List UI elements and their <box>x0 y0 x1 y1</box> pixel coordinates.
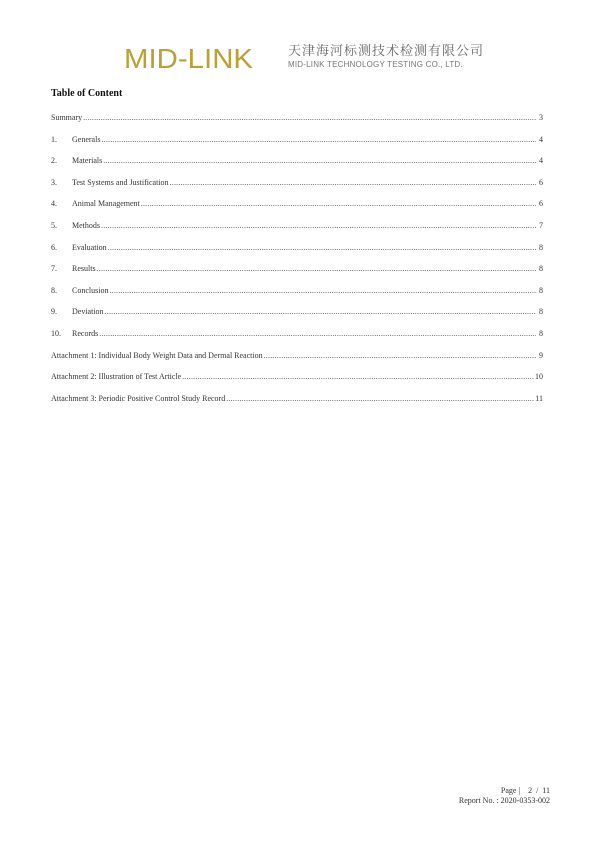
toc-entry-number: 6. <box>51 242 57 252</box>
toc-entry-title: Deviation <box>72 307 104 317</box>
toc-entry[interactable] <box>51 178 543 200</box>
company-header <box>124 43 485 74</box>
toc-entry-title: Animal Management <box>72 199 140 209</box>
toc-entry-number: 10. <box>51 328 61 338</box>
toc-dot-leader <box>101 135 536 145</box>
page-footer <box>459 786 550 806</box>
toc-dot-leader <box>101 221 536 231</box>
page-label: Page | <box>500 786 521 795</box>
toc-entry[interactable] <box>51 113 543 135</box>
toc-entry-title: Evaluation <box>72 242 107 252</box>
toc-entry[interactable] <box>51 394 543 416</box>
toc-entry-title: Summary <box>51 113 83 122</box>
toc-dot-leader <box>109 286 536 296</box>
toc-entry[interactable] <box>51 135 543 157</box>
report-number: 2020-0353-002 <box>500 796 550 805</box>
company-name-cn: 天津海河标测技术检测有限公司 <box>288 44 485 59</box>
toc-dot-leader <box>105 307 536 317</box>
toc-entry-title: Results <box>72 264 96 274</box>
toc-entry-title: Attachment 2: Illustration of Test Article <box>51 372 182 382</box>
toc-entry-page: 6 <box>539 199 543 209</box>
toc-entry-title: Generals <box>72 134 101 144</box>
toc-dot-leader <box>264 351 536 361</box>
report-number-line <box>459 796 550 806</box>
toc-dot-leader <box>103 156 536 166</box>
toc-dot-leader <box>108 243 536 253</box>
toc-entry-page: 3 <box>539 113 543 122</box>
toc-entry[interactable] <box>51 351 543 373</box>
page-total: 11 <box>542 786 550 795</box>
page-separator: / <box>536 786 539 795</box>
toc-entry-number: 3. <box>51 177 57 187</box>
toc-entry-title: Attachment 1: Individual Body Weight Data and Dermal Reaction <box>51 350 263 360</box>
toc-entry-number: 2. <box>51 156 57 166</box>
toc-entry[interactable] <box>51 372 543 394</box>
toc-entry-page: 4 <box>539 134 543 144</box>
toc-entry[interactable] <box>51 286 543 308</box>
toc-dot-leader <box>83 113 536 123</box>
toc-entry-page: 6 <box>539 177 543 187</box>
toc-entry-title: Materials <box>72 156 103 166</box>
toc-title: Table of Content <box>51 88 123 99</box>
toc-entry-title: Conclusion <box>72 285 109 295</box>
toc-entry[interactable] <box>51 307 543 329</box>
toc-dot-leader <box>99 329 536 339</box>
toc-entry-title: Attachment 3: Periodic Positive Control Study Record <box>51 393 226 403</box>
toc-entry[interactable] <box>51 329 543 351</box>
company-logo: MID-LINK <box>124 43 254 74</box>
toc-entry[interactable] <box>51 199 543 221</box>
page-number: 2 <box>528 786 533 795</box>
toc-entry-page: 4 <box>539 156 543 166</box>
toc-entry-number: 9. <box>51 307 57 317</box>
toc-dot-leader <box>170 178 536 188</box>
page-number-line <box>459 786 550 796</box>
toc-entry[interactable] <box>51 264 543 286</box>
toc-entry-page: 8 <box>539 307 543 317</box>
toc-entry-number: 4. <box>51 199 57 209</box>
toc-dot-leader <box>182 372 534 382</box>
toc-entry-title: Records <box>72 328 99 338</box>
company-name-en: MID-LINK TECHNOLOGY TESTING CO., LTD. <box>288 60 463 69</box>
toc-entry-number: 5. <box>51 220 57 230</box>
toc-entry-title: Test Systems and Justification <box>72 177 169 187</box>
toc-entry[interactable] <box>51 243 543 265</box>
toc-entry-page: 10 <box>535 372 543 382</box>
report-label: Report No. : <box>458 796 499 805</box>
table-of-contents <box>51 113 543 415</box>
toc-dot-leader <box>226 394 534 404</box>
toc-entry-page: 11 <box>535 393 543 403</box>
toc-entry-page: 8 <box>539 264 543 274</box>
toc-entry-page: 8 <box>539 328 543 338</box>
toc-entry-page: 8 <box>539 285 543 295</box>
toc-entry-page: 9 <box>539 350 543 360</box>
toc-entry-number: 8. <box>51 285 57 295</box>
toc-entry-page: 7 <box>539 220 543 230</box>
toc-entry-title: Methods <box>72 220 100 230</box>
toc-entry[interactable] <box>51 156 543 178</box>
toc-entry-page: 8 <box>539 242 543 252</box>
toc-entry[interactable] <box>51 221 543 243</box>
toc-entry-number: 7. <box>51 264 57 274</box>
toc-entry-number: 1. <box>51 134 57 144</box>
toc-dot-leader <box>97 264 536 274</box>
toc-dot-leader <box>141 199 536 209</box>
